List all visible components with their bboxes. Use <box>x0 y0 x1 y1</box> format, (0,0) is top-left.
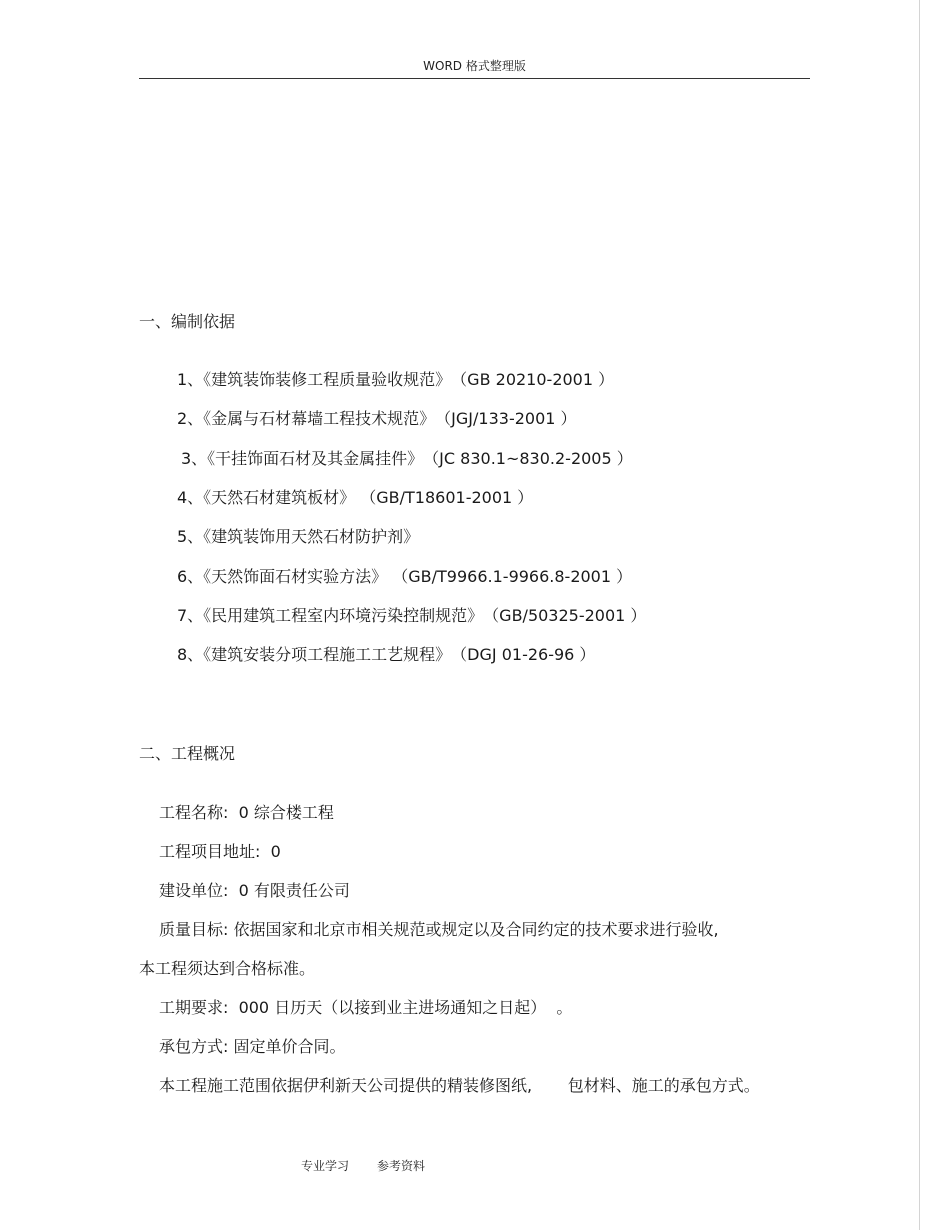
quality-goal-line2: 本工程须达到合格标准。 <box>139 959 316 978</box>
contract-mode: 承包方式: 固定单价合同。 <box>159 1037 346 1056</box>
reference-item-2: 2、《金属与石材幕墙工程技术规范》 （JGJ/133-2001 ） <box>177 409 577 428</box>
header-rule <box>139 78 810 79</box>
section-heading-overview: 二、工程概况 <box>139 744 236 763</box>
developer-unit: 建设单位: 0 有限责任公司 <box>159 881 350 900</box>
reference-item-5: 5、《建筑装饰用天然石材防护剂》 <box>177 527 420 546</box>
section-heading-basis: 一、编制依据 <box>139 312 236 331</box>
reference-item-8: 8、《建筑安装分项工程施工工艺规程》 （DGJ 01-26-96 ） <box>177 645 596 664</box>
footer-left-label: 专业学习 <box>301 1159 350 1173</box>
reference-item-7: 7、《民用建筑工程室内环境污染控制规范》 （GB/50325-2001 ） <box>177 606 647 625</box>
schedule-requirement: 工期要求: 000 日历天（以接到业主进场通知之日起） 。 <box>159 998 573 1017</box>
reference-item-3: 3、《干挂饰面石材及其金属挂件》 （JC 830.1~830.2-2005 ） <box>181 449 633 468</box>
reference-item-4: 4、《天然石材建筑板材》 （GB/T18601-2001 ） <box>177 488 534 507</box>
page-edge-line <box>919 0 920 1230</box>
reference-item-6: 6、《天然饰面石材实验方法》 （GB/T9966.1-9966.8-2001 ） <box>177 567 633 586</box>
page-header: WORD 格式整理版 <box>423 59 526 73</box>
reference-item-1: 1、《建筑装饰装修工程质量验收规范》 （GB 20210-2001 ） <box>177 370 615 389</box>
project-address: 工程项目地址: 0 <box>159 842 281 861</box>
footer-right-label: 参考资料 <box>377 1159 426 1173</box>
construction-scope: 本工程施工范围依据伊利新天公司提供的精装修图纸, 包材料、施工的承包方式。 <box>159 1076 760 1095</box>
project-name: 工程名称: 0 综合楼工程 <box>159 803 334 822</box>
quality-goal-line1: 质量目标: 依据国家和北京市相关规范或规定以及合同约定的技术要求进行验收, <box>159 920 719 939</box>
